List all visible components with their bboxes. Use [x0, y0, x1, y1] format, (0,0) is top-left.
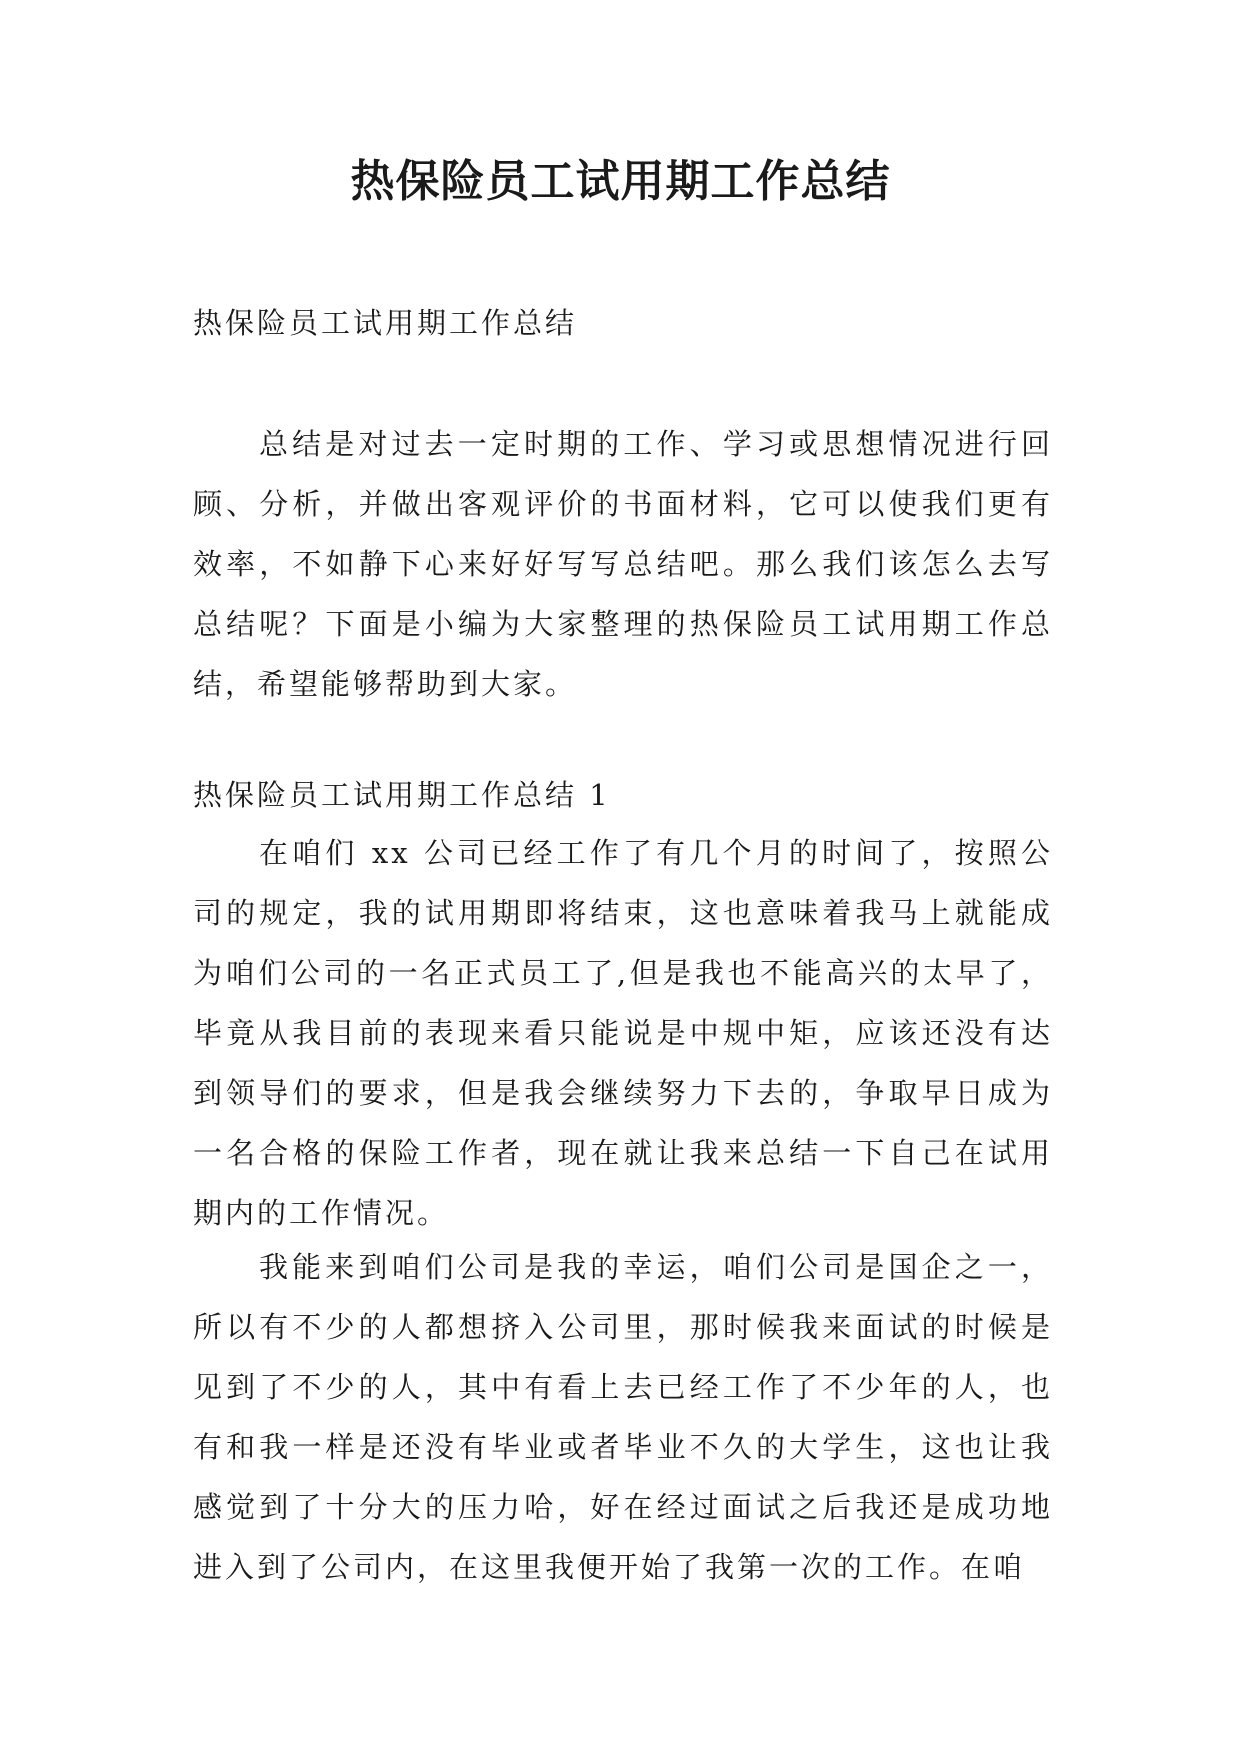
- intro-paragraph: 总结是对过去一定时期的工作、学习或思想情况进行回顾、分析，并做出客观评价的书面材料，它可以使我们更有效率，不如静下心来好好写写总结吧。那么我们该怎么去写总结呢？下面是小编为大家整理的热保险员工试用期工作总结，希望能够帮助到大家。: [193, 427, 1053, 701]
- page-title: 热保险员工试用期工作总结: [350, 156, 891, 207]
- paragraph-1: 在咱们 xx 公司已经工作了有几个月的时间了，按照公司的规定，我的试用期即将结束，这也意味着我马上就能成为咱们公司的一名正式员工了,但是我也不能高兴的太早了，毕竟从我目前的表现来看只能说是中规中矩，应该还没有达到领导们的要求，但是我会继续努力下去的，争取早日成为一名合格的保险工作者，现在就让我来总结一下自己在试用期内的工作情况。: [193, 836, 1053, 1230]
- paragraph-2: 我能来到咱们公司是我的幸运，咱们公司是国企之一，所以有不少的人都想挤入公司里，那时候我来面试的时候是见到了不少的人，其中有看上去已经工作了不少年的人，也有和我一样是还没有毕业或者毕业不久的大学生，这也让我感觉到了十分大的压力哈，好在经过面试之后我还是成功地进入到了公司内，在这里我便开始了我第一次的工作。在咱: [193, 1250, 1053, 1584]
- section-heading: 热保险员工试用期工作总结 1: [193, 778, 611, 812]
- document-subtitle: 热保险员工试用期工作总结: [193, 306, 578, 340]
